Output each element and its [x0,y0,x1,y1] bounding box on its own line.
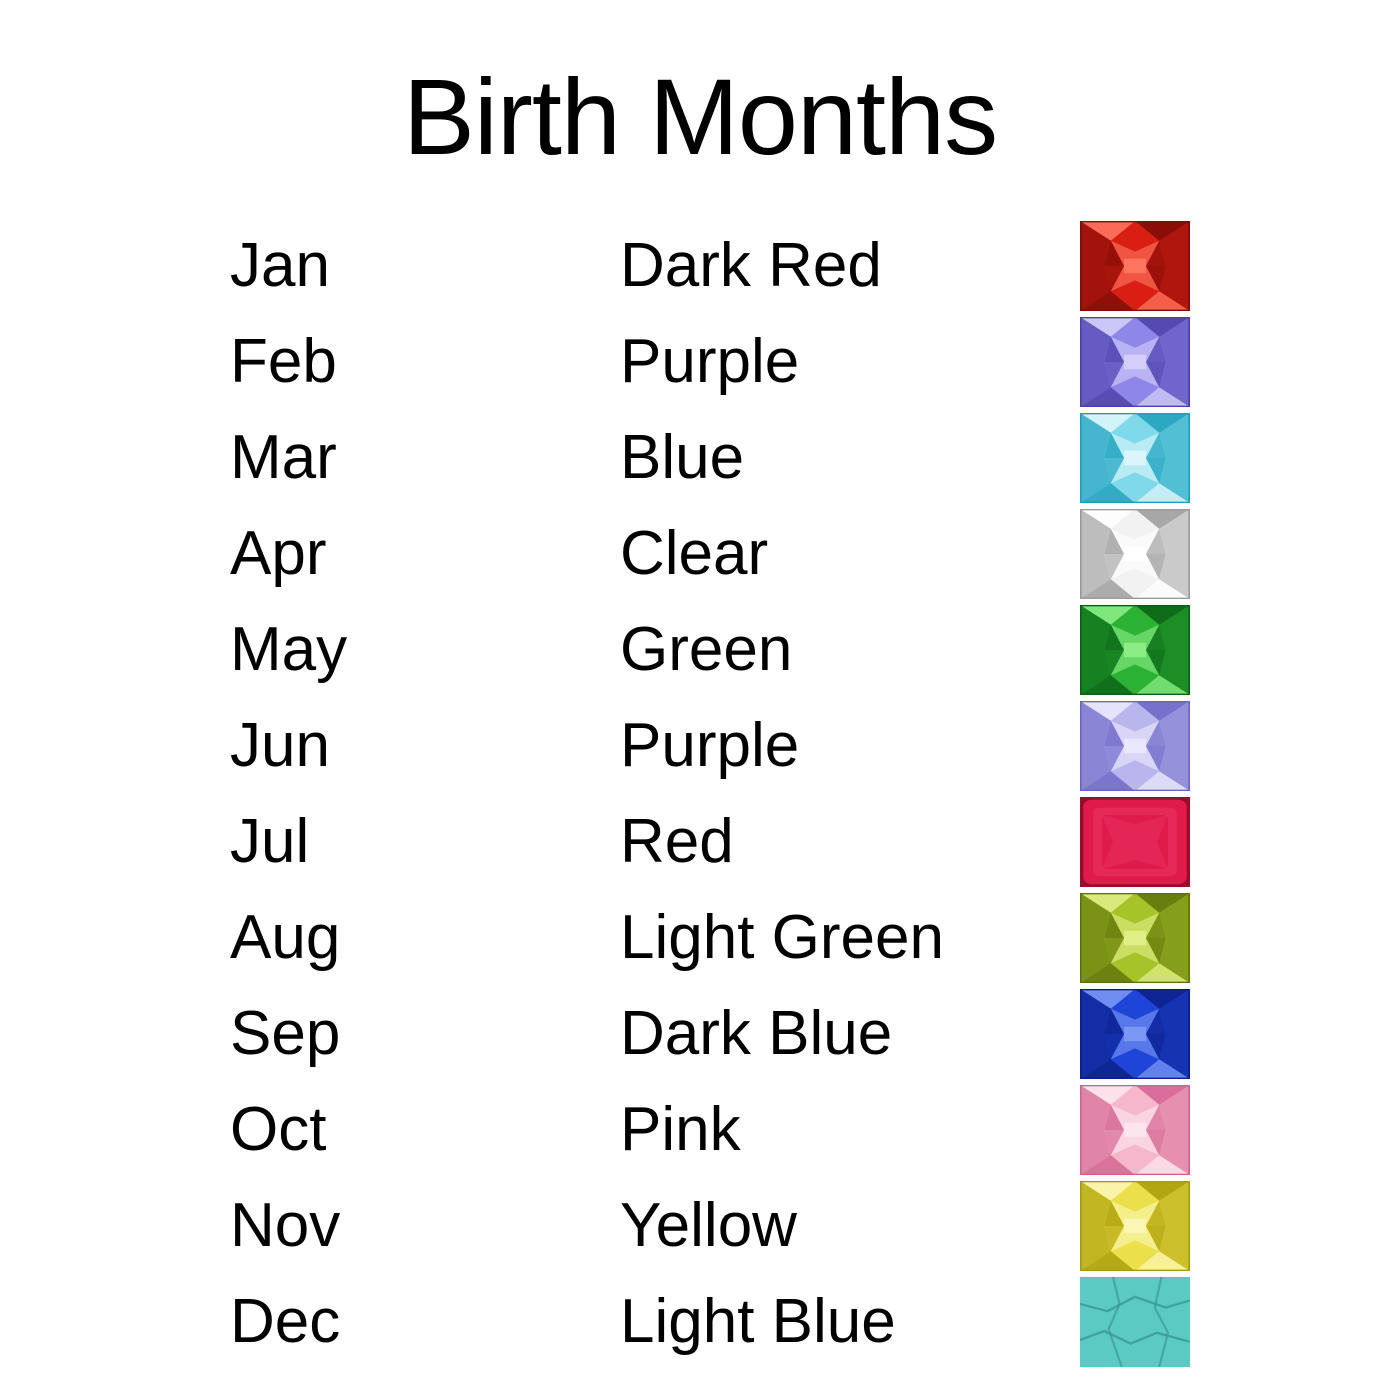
color-name-label: Dark Blue [620,999,893,1068]
color-name-label: Light Green [620,903,944,972]
gemstone-icon [1080,1085,1190,1175]
gemstone-cell [1080,413,1210,503]
page-title: Birth Months [402,56,998,177]
color-name-label: Clear [620,519,769,588]
month-label: Aug [230,903,341,972]
table-row [230,314,1210,410]
gemstone-cell [1080,701,1210,791]
table-row [230,794,1210,890]
gemstone-cell [1080,605,1210,695]
color-name-label: Blue [620,423,745,492]
month-label: Mar [230,423,337,492]
gemstone-icon [1080,509,1190,599]
gemstone-icon [1080,989,1190,1079]
gemstone-cell [1080,989,1210,1079]
month-label: Dec [230,1287,341,1356]
gemstone-icon [1080,605,1190,695]
gemstone-cell [1080,317,1210,407]
gemstone-cell [1080,1277,1210,1367]
gemstone-cell [1080,221,1210,311]
month-label: Apr [230,519,327,588]
gemstone-icon [1080,221,1190,311]
color-name-label: Red [620,807,734,876]
table-row [230,410,1210,506]
month-label: Jul [230,807,310,876]
color-name-label: Pink [620,1095,741,1164]
gemstone-icon [1080,893,1190,983]
month-label: Jan [230,231,330,300]
color-name-label: Dark Red [620,231,882,300]
table-row [230,506,1210,602]
table-row [230,1082,1210,1178]
gemstone-icon [1080,317,1190,407]
table-row [230,890,1210,986]
month-label: Jun [230,711,330,780]
color-name-label: Yellow [620,1191,797,1260]
table-row [230,218,1210,314]
month-label: Nov [230,1191,341,1260]
color-name-label: Purple [620,711,800,780]
gemstone-cell [1080,1181,1210,1271]
month-label: Feb [230,327,337,396]
table-row [230,986,1210,1082]
table-row [230,698,1210,794]
color-name-label: Green [620,615,793,684]
month-label: Oct [230,1095,327,1164]
birth-months-table [230,218,1210,1370]
table-row [230,1178,1210,1274]
gemstone-icon [1080,413,1190,503]
gemstone-cell [1080,1085,1210,1175]
gemstone-cell [1080,509,1210,599]
gemstone-icon [1080,1277,1190,1367]
gemstone-icon [1080,1181,1190,1271]
gemstone-icon [1080,701,1190,791]
color-name-label: Purple [620,327,800,396]
month-label: Sep [230,999,341,1068]
gemstone-cell [1080,797,1210,887]
month-label: May [230,615,348,684]
color-name-label: Light Blue [620,1287,896,1356]
gemstone-icon [1080,797,1190,887]
table-row [230,1274,1210,1370]
gemstone-cell [1080,893,1210,983]
table-row [230,602,1210,698]
